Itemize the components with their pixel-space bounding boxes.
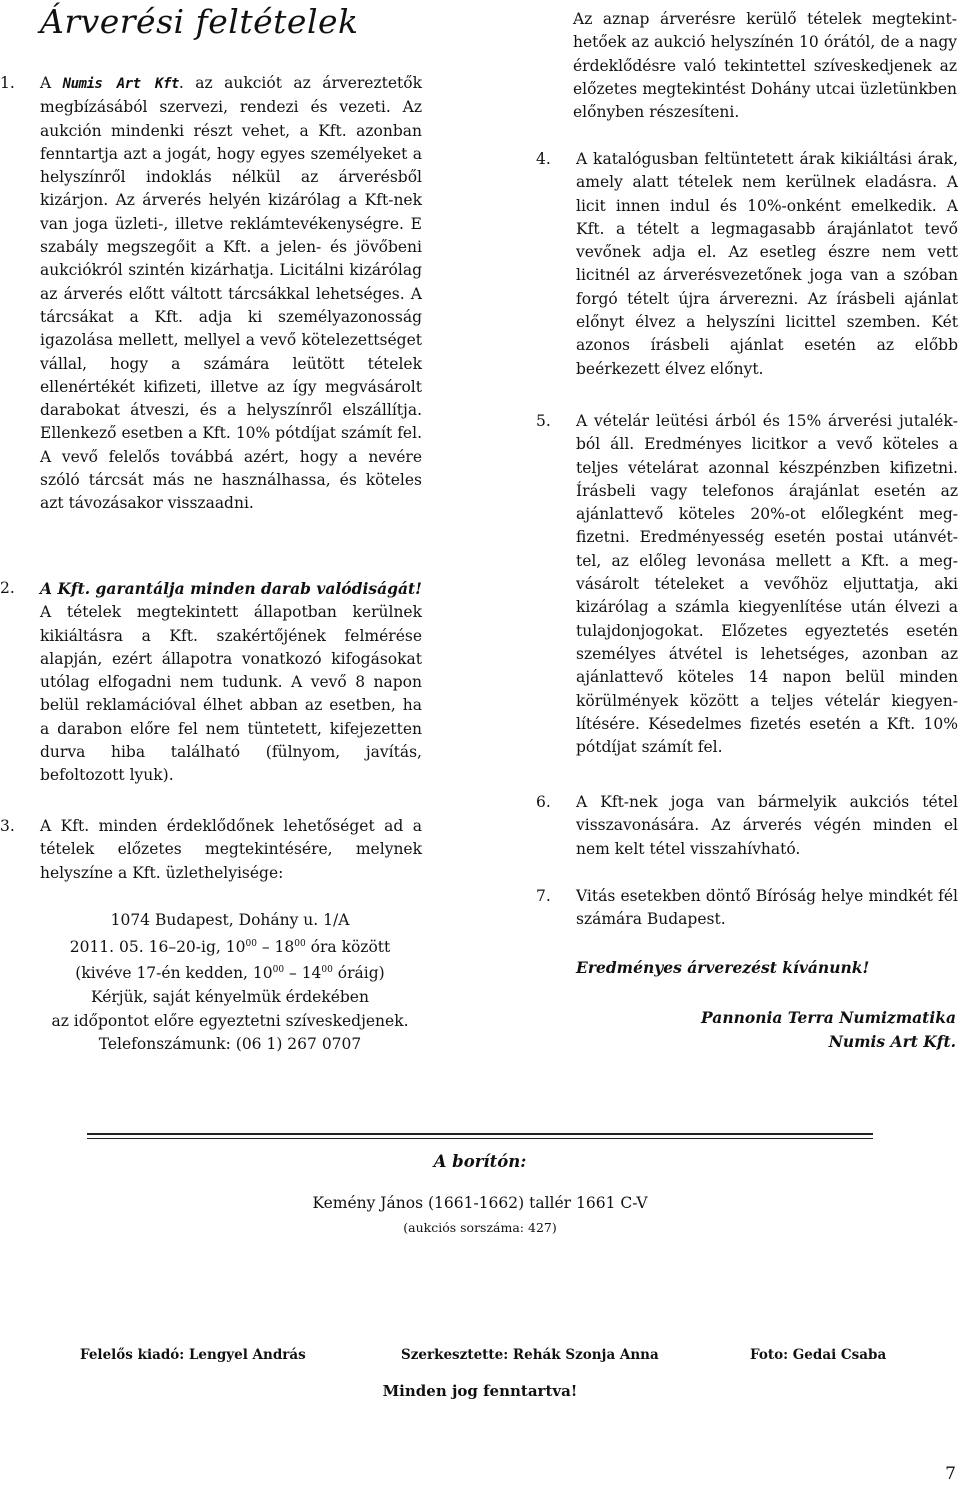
viewing-address-block <box>30 909 430 1057</box>
condition-4 <box>536 148 958 381</box>
address-line: 1074 Budapest, Dohány u. 1/A <box>110 911 350 929</box>
item-number: 2. <box>0 579 15 597</box>
item-number: 4. <box>536 150 551 168</box>
item-text: Vitás esetekben döntő Bíróság helye mindkét fél számára Budapest. <box>576 887 958 929</box>
rights-notice: Minden jog fenntartva! <box>382 1382 578 1400</box>
photo-credit: Foto: Gedai Csaba <box>750 1347 887 1363</box>
cover-heading: A borítón: <box>433 1152 527 1171</box>
divider-rule <box>87 1138 873 1139</box>
guarantee-heading: A Kft. garantálja minden darab valódiságát! <box>40 579 422 598</box>
date-line: 2011. 05. 16–20-ig, $10^{00} - 18^{00}$ óra között <box>69 937 391 956</box>
publisher-credit: Felelős kiadó: Lengyel András <box>80 1347 306 1363</box>
item-number: 7. <box>536 887 551 905</box>
page-number: 7 <box>945 1464 956 1484</box>
item-number: 1. <box>0 74 15 92</box>
condition-2 <box>0 577 422 788</box>
phone-line: Telefonszámunk: (06 1) 267 0707 <box>98 1035 362 1054</box>
item-number: 3. <box>0 817 15 835</box>
cover-lot-number: (aukciós sorszáma: 427) <box>403 1220 557 1235</box>
closing-wish: Eredményes árverezést kívánunk! <box>576 958 870 977</box>
condition-7 <box>536 885 958 932</box>
signature-line: Pannonia Terra Numizmatika <box>701 1008 956 1027</box>
item-number: 5. <box>536 412 551 430</box>
condition-6 <box>536 791 958 861</box>
condition-3 <box>0 815 422 885</box>
request-line: az időpontot előre egyeztetni szíveskedjenek. <box>51 1011 409 1030</box>
item-text: A Kft. minden érdeklődőnek lehetőséget ad a tételek előzetes megtekintésére, melynek helyszíne a Kft. üzlethelyisége: <box>40 817 422 882</box>
condition-1 <box>0 72 422 516</box>
item-text: A Kft-nek joga van bármelyik aukciós tétel visszavonására. Az árverés végén minden el nem kelt tétel visszahívható. <box>576 793 958 858</box>
request-line: Kérjük, saját kényelmük érdekében <box>91 988 369 1007</box>
item-text: A katalógusban feltüntetett árak kikiáltási árak, amely alatt tételek nem kerülnek eladásra. A licit innen indul és 10%-onként emelkedik. A Kft. a tételt a legmagasabb árajánlatot tevő vevőnek adja el. Az esetleg észre nem vett licitnél az árverésvezetőnek joga van a szóban forgó tételt újra árverezni. Az írásbeli ajánlat előnyt élvez a helyszíni licittel szemben. Két azonos írásbeli ajánlat esetén az előbb beérkezett élvez előnyt. <box>576 150 958 378</box>
brand-name: Numis Art Kft <box>62 76 179 92</box>
signature-block <box>701 1006 956 1054</box>
exception-line: (kivéve 17-én kedden, $10^{00} - 14^{00}$ óráig) <box>75 964 385 983</box>
item-number: 6. <box>536 793 551 811</box>
condition-5 <box>536 410 958 759</box>
page-title: Árverési feltételek <box>40 2 359 41</box>
viewing-intro: Az aznap árverésre kerülő tételek megtekinthetőek az aukció helyszínén 10 órától, de a nagy érdeklődésre való tekintettel szíveskedjenek az előzetes megtekintést Dohány utcai üzletünkben előnyben részesíteni. <box>573 10 957 122</box>
editor-credit: Szerkesztette: Rehák Szonja Anna <box>401 1347 659 1363</box>
item-text: A Numis Art Kft. az aukciót az árvereztetők megbízásából szervezi, rendezi és vezeti. Az aukción mindenki részt vehet, a Kft. azonban fenntartja azt a jogát, hogy egyes személyeket a helyszínről indoklás nélkül az árverésből kizárjon. Az árverés helyén kizárólag a Kft-nek van joga üzleti-, illetve reklámtevékenységre. E szabály megszegőit a Kft. a jelen- és jövőbeni aukciókról szintén kizárhatja. Licitálni kizárólag az árverés előtt váltott tárcsákkal lehetséges. A tárcsákat a Kft. adja ki személyazonosság igazolása mellett, mellyel a vevő kötelezettséget vállal, hogy a számára leütött tételek ellenértékét kifizeti, illetve az így megvásárolt darabokat átveszi, és a helyszínről elszállítja. Ellenkező esetben a Kft. 10% pótdíjat számít fel. A vevő felelős továbbá azért, hogy a nevére szóló tárcsát más ne használhassa, és köteles azt távozásakor visszaadni. <box>40 74 422 513</box>
item-text: A Kft. garantálja minden darab valódiságát! A tételek megtekintett állapotban kerülnek kikiáltásra a Kft. szakértőjének felmérése alapján, ezért állapotra vonatkozó kifogásokat utólag elfogadni nem tudunk. A vevő 8 napon belül reklamációval élhet abban az esetben, ha a darabon előre fel nem tüntetett, kifejezetten durva hiba található (fülnyom, javítás, befoltozott lyuk). <box>40 579 422 785</box>
item-text: A vételár leütési árból és 15% árverési jutalékból áll. Eredményes licitkor a vevő köteles a teljes vételárat azonnal készpénzben kifizetni. Írásbeli vagy telefonos árajánlat esetén az ajánlattevő köteles 20%-ot előlegként megfizetni. Eredményesség esetén postai utánvéttel, az előleg levonása mellett a Kft. a megvásárolt tételeket a vevőhöz eljuttatja, aki kizárólag a számla kiegyenlítése után élvezi a tulajdonjogokat. Előzetes egyeztetés esetén személyes átvétel is lehetséges, azonban az ajánlattevő köteles 14 napon belül minden körülmények között a teljes vételár kiegyenlítésére. Késedelmes fizetés esetén a Kft. 10% pótdíjat számít fel. <box>576 412 958 757</box>
signature-line: Numis Art Kft. <box>828 1032 956 1051</box>
cover-description: Kemény János (1661-1662) tallér 1661 C-V <box>312 1194 648 1212</box>
divider-rule <box>87 1133 873 1135</box>
